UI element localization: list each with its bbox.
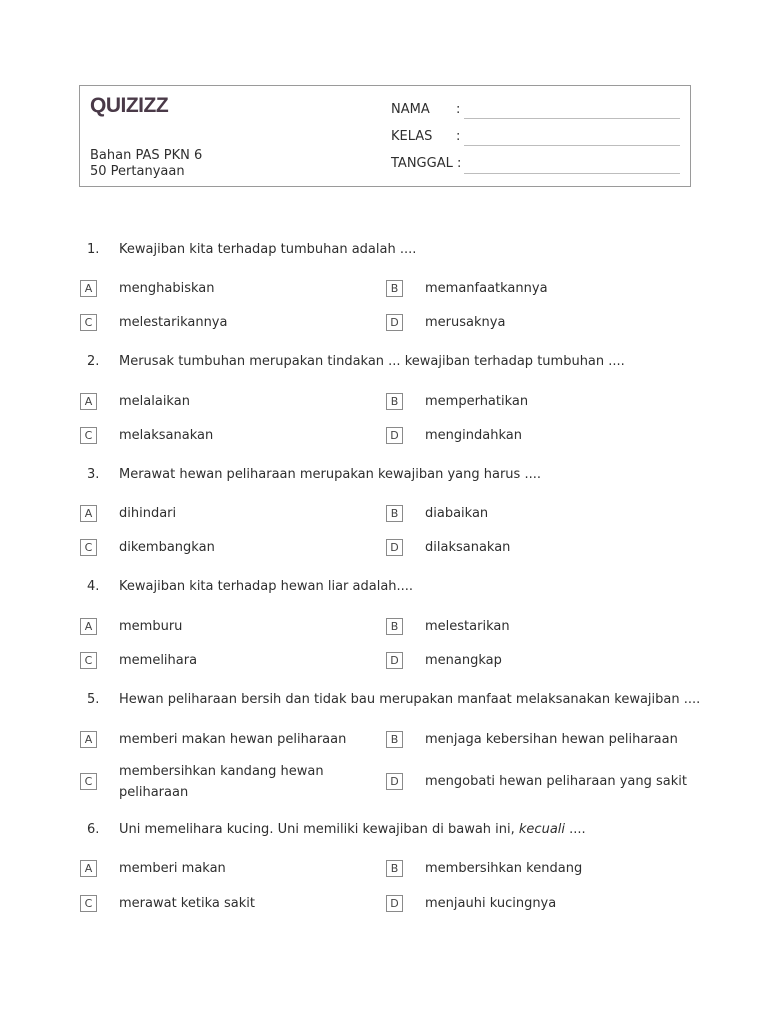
emphasis-kecuali: kecuali bbox=[518, 822, 566, 837]
class-label: KELAS bbox=[391, 129, 433, 144]
question-number: 2. bbox=[87, 354, 100, 369]
question-number: 4. bbox=[87, 579, 100, 594]
option-text: melestarikan bbox=[425, 619, 510, 634]
date-field-line[interactable] bbox=[464, 173, 680, 174]
option-text: memberi makan bbox=[119, 861, 226, 876]
option-letter-box: B bbox=[386, 860, 403, 877]
class-colon: : bbox=[456, 129, 461, 144]
option-letter-box: D bbox=[386, 314, 403, 331]
option-text: mengobati hewan peliharaan yang sakit bbox=[425, 774, 687, 789]
name-colon: : bbox=[456, 102, 461, 117]
worksheet-header bbox=[79, 85, 691, 187]
option-text-line2: peliharaan bbox=[119, 785, 189, 800]
option-text: membersihkan kandang hewan bbox=[119, 764, 324, 779]
option-letter-box: A bbox=[80, 618, 97, 635]
question-text: Kewajiban kita terhadap tumbuhan adalah .... bbox=[119, 242, 417, 257]
option-letter-box: D bbox=[386, 427, 403, 444]
name-field-line[interactable] bbox=[464, 118, 680, 119]
option-letter-box: A bbox=[80, 860, 97, 877]
quiz-title: Bahan PAS PKN 6 bbox=[90, 148, 203, 163]
option-text: merawat ketika sakit bbox=[119, 896, 255, 911]
option-letter-box: A bbox=[80, 505, 97, 522]
option-text: memelihara bbox=[119, 653, 198, 668]
question-number: 1. bbox=[87, 242, 100, 257]
name-label: NAMA bbox=[391, 102, 430, 117]
option-letter-box: A bbox=[80, 280, 97, 297]
option-letter-box: B bbox=[386, 280, 403, 297]
option-letter-box: C bbox=[80, 895, 97, 912]
option-text: membersihkan kendang bbox=[425, 861, 583, 876]
option-text: menangkap bbox=[425, 653, 502, 668]
option-text: menghabiskan bbox=[119, 281, 215, 296]
option-text: melestarikannya bbox=[119, 315, 228, 330]
option-text: menjaga kebersihan hewan peliharaan bbox=[425, 732, 678, 747]
option-letter-box: D bbox=[386, 539, 403, 556]
question-text: Merusak tumbuhan merupakan tindakan ... kewajiban terhadap tumbuhan .... bbox=[119, 354, 625, 369]
option-letter-box: D bbox=[386, 773, 403, 790]
option-text: menjauhi kucingnya bbox=[425, 896, 557, 911]
class-field-line[interactable] bbox=[464, 145, 680, 146]
question-text: Merawat hewan peliharaan merupakan kewajiban yang harus .... bbox=[119, 467, 541, 482]
option-text: melalaikan bbox=[119, 394, 190, 409]
option-text: dikembangkan bbox=[119, 540, 215, 555]
question-count: 50 Pertanyaan bbox=[90, 164, 185, 179]
question-text: Hewan peliharaan bersih dan tidak bau merupakan manfaat melaksanakan kewajiban .... bbox=[119, 692, 701, 707]
option-text: melaksanakan bbox=[119, 428, 214, 443]
option-letter-box: C bbox=[80, 314, 97, 331]
option-text: diabaikan bbox=[425, 506, 489, 521]
option-text: memberi makan hewan peliharaan bbox=[119, 732, 347, 747]
quizizz-logo bbox=[90, 92, 170, 122]
option-letter-box: A bbox=[80, 731, 97, 748]
option-text: dilaksanakan bbox=[425, 540, 511, 555]
question-number: 3. bbox=[87, 467, 100, 482]
option-text: mengindahkan bbox=[425, 428, 522, 443]
option-letter-box: D bbox=[386, 895, 403, 912]
option-letter-box: B bbox=[386, 731, 403, 748]
option-letter-box: A bbox=[80, 393, 97, 410]
option-letter-box: C bbox=[80, 539, 97, 556]
option-text: merusaknya bbox=[425, 315, 506, 330]
question-number: 6. bbox=[87, 822, 100, 837]
quizizz-logo-text: QUIZIZZ bbox=[90, 94, 169, 117]
date-label: TANGGAL : bbox=[391, 156, 462, 171]
question-number: 5. bbox=[87, 692, 100, 707]
option-letter-box: C bbox=[80, 427, 97, 444]
option-letter-box: C bbox=[80, 773, 97, 790]
question-text: Kewajiban kita terhadap hewan liar adalah.... bbox=[119, 579, 414, 594]
option-text: dihindari bbox=[119, 506, 177, 521]
option-text: memperhatikan bbox=[425, 394, 529, 409]
option-letter-box: C bbox=[80, 652, 97, 669]
option-letter-box: B bbox=[386, 618, 403, 635]
option-text: memburu bbox=[119, 619, 183, 634]
option-text: memanfaatkannya bbox=[425, 281, 548, 296]
question-text: Uni memelihara kucing. Uni memiliki kewajiban di bawah ini, kecuali .... bbox=[119, 822, 586, 837]
option-letter-box: D bbox=[386, 652, 403, 669]
option-letter-box: B bbox=[386, 505, 403, 522]
option-letter-box: B bbox=[386, 393, 403, 410]
